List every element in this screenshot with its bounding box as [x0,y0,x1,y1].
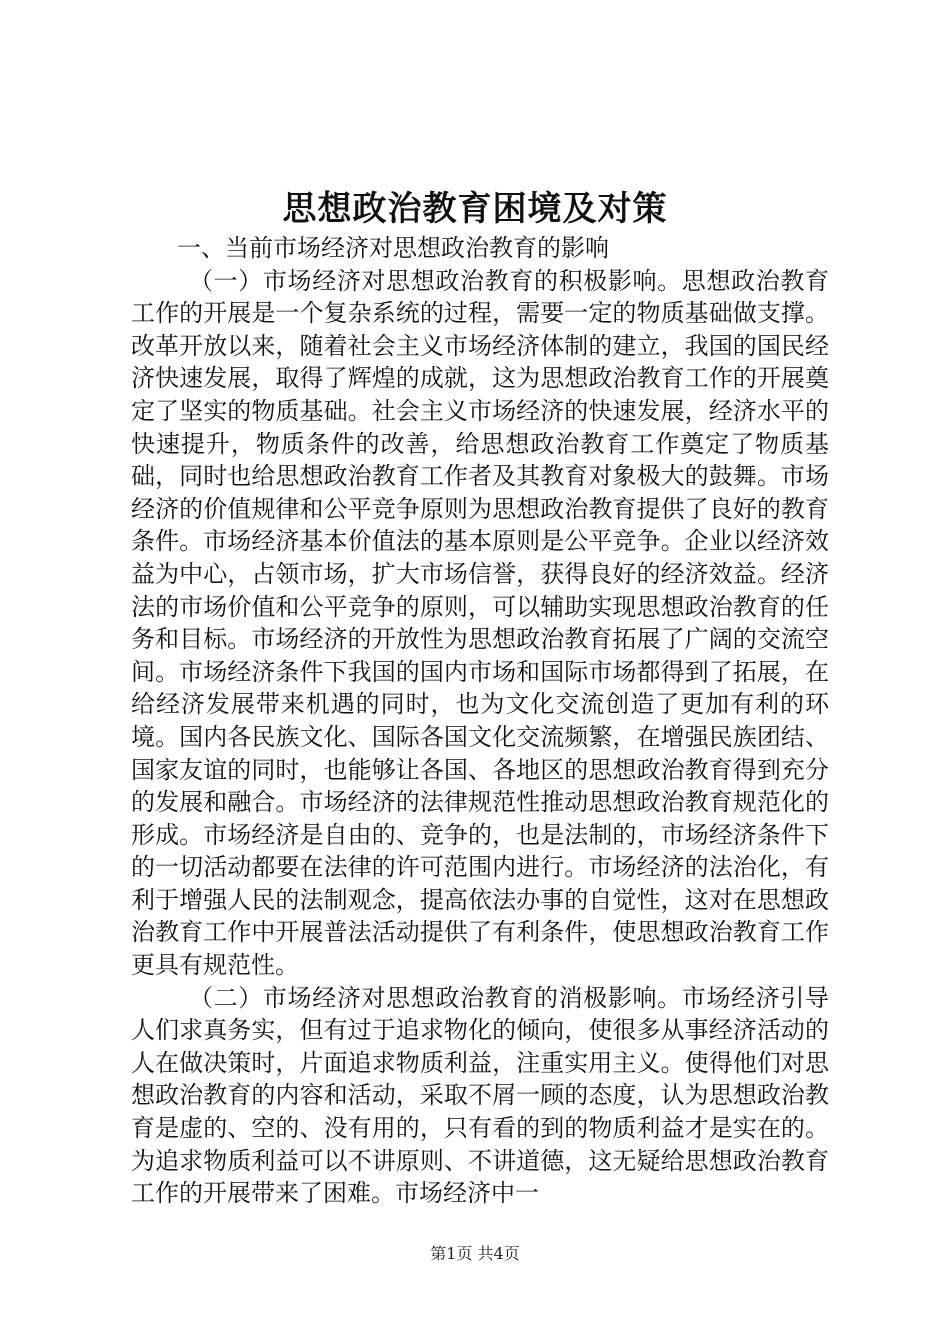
section-heading: 一、当前市场经济对思想政治教育的影响 [177,234,609,262]
paragraph-positive-impact: （一）市场经济对思想政治教育的积极影响。思想政治教育工作的开展是一个复杂系统的过程，需要一定的物质基础做支撑。改革开放以来，随着社会主义市场经济体制的建立，我国的国民经济快速发展，取得了辉煌的成就，这为思想政治教育工作的开展奠定了坚实的物质基础。社会主义市场经济的快速发展，经济水平的快速提升，物质条件的改善，给思想政治教育工作奠定了物质基础，同时也给思想政治教育工作者及其教育对象极大的鼓舞。市场经济的价值规律和公平竞争原则为思想政治教育提供了良好的教育条件。市场经济基本价值法的基本原则是公平竞争。企业以经济效益为中心，占领市场，扩大市场信誉，获得良好的经济效益。经济法的市场价值和公平竞争的原则，可以辅助实现思想政治教育的任务和目标。市场经济的开放性为思想政治教育拓展了广阔的交流空间。市场经济条件下我国的国内市场和国际市场都得到了拓展，在给经济发展带来机遇的同时，也为文化交流创造了更加有利的环境。国内各民族文化、国际各国文化交流频繁，在增强民族团结、国家友谊的同时，也能够让各国、各地区的思想政治教育得到充分的发展和融合。市场经济的法律规范性推动思想政治教育规范化的形成。市场经济是自由的、竞争的，也是法制的，市场经济条件下的一切活动都要在法律的许可范围内进行。市场经济的法治化，有利于增强人民的法制观念，提高依法办事的自觉性，这对在思想政治教育工作中开展普法活动提供了有利条件，使思想政治教育工作更具有规范性。 [131,266,829,980]
document-body [131,232,829,1210]
page-footer: 第1页 共4页 [430,1244,520,1263]
paragraph-negative-impact: （二）市场经济对思想政治教育的消极影响。市场经济引导人们求真务实，但有过于追求物化的倾向，使很多从事经济活动的人在做决策时，片面追求物质利益，注重实用主义。使得他们对思想政治教育的内容和活动，采取不屑一顾的态度，认为思想政治教育是虚的、空的、没有用的，只有看的到的物质利益才是实在的。为追求物质利益可以不讲原则、不讲道德，这无疑给思想政治教育工作的开展带来了困难。市场经济中一 [131,983,829,1208]
document-title: 思想政治教育困境及对策 [282,189,668,229]
